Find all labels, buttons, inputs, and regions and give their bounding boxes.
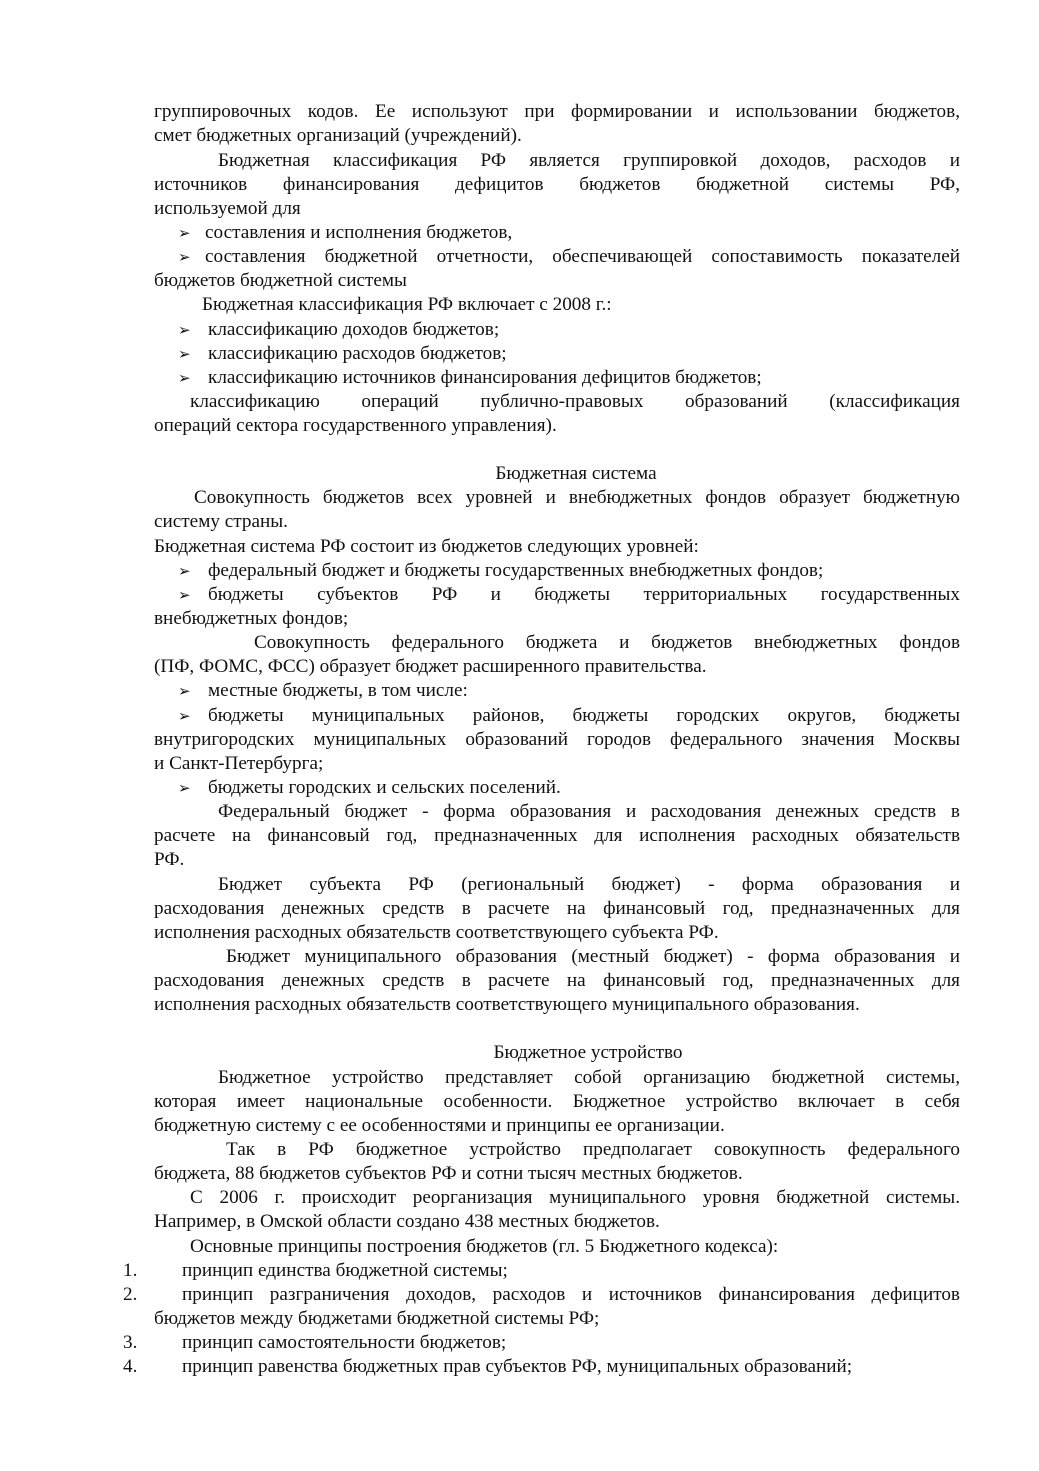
section-heading: Бюджетная система xyxy=(495,463,657,484)
paragraph-line: источников финансирования дефицитов бюджетов бюджетной системы РФ, xyxy=(154,174,960,195)
list-number: 3. xyxy=(123,1332,138,1353)
paragraph-line: классификацию операций публично-правовых образований (классификация xyxy=(190,391,960,412)
arrow-bullet-icon: ➢ xyxy=(178,345,191,363)
paragraph-line: и Санкт-Петербурга; xyxy=(154,753,324,774)
paragraph-line: С 2006 г. происходит реорганизация муниципального уровня бюджетной системы. xyxy=(190,1187,960,1208)
paragraph-line: Федеральный бюджет - форма образования и расходования денежных средств в xyxy=(218,801,960,822)
paragraph-line: Бюджетная классификация РФ включает с 2008 г.: xyxy=(202,294,612,315)
paragraph-line: смет бюджетных организаций (учреждений). xyxy=(154,125,522,146)
paragraph-line: исполнения расходных обязательств соответствующего субъекта РФ. xyxy=(154,922,719,943)
list-number: 1. xyxy=(123,1260,138,1281)
bullet-text: классификацию доходов бюджетов; xyxy=(208,319,500,340)
bullet-text: бюджеты муниципальных районов, бюджеты городских округов, бюджеты xyxy=(208,705,960,726)
paragraph-line: операций сектора государственного управления). xyxy=(154,415,557,436)
paragraph-line: бюджетную систему с ее особенностями и принципы ее организации. xyxy=(154,1115,725,1136)
paragraph-line: внутригородских муниципальных образований городов федерального значения Москвы xyxy=(154,729,960,750)
bullet-item xyxy=(178,679,960,703)
bullet-item xyxy=(178,342,960,366)
paragraph-line: (ПФ, ФОМС, ФСС) образует бюджет расширенного правительства. xyxy=(154,656,707,677)
paragraph-line: Бюджетная система РФ состоит из бюджетов следующих уровней: xyxy=(154,536,699,557)
list-number: 4. xyxy=(123,1356,138,1377)
bullet-text: классификацию расходов бюджетов; xyxy=(208,343,507,364)
arrow-bullet-icon: ➢ xyxy=(178,248,191,266)
paragraph-line: которая имеет национальные особенности. Бюджетное устройство включает в себя xyxy=(154,1091,960,1112)
bullet-item xyxy=(178,221,960,245)
paragraph-line: систему страны. xyxy=(154,511,288,532)
paragraph-line: группировочных кодов. Ее используют при формировании и использовании бюджетов, xyxy=(154,101,960,122)
paragraph-line: Основные принципы построения бюджетов (гл. 5 Бюджетного кодекса): xyxy=(190,1236,779,1257)
bullet-item xyxy=(178,776,960,800)
paragraph-line: Бюджетная классификация РФ является группировкой доходов, расходов и xyxy=(218,150,960,171)
bullet-text: составления бюджетной отчетности, обеспечивающей сопоставимость показателей xyxy=(205,246,960,267)
numbered-item-text: принцип самостоятельности бюджетов; xyxy=(182,1332,507,1353)
bullet-item xyxy=(178,559,960,583)
bullet-item xyxy=(178,583,960,607)
numbered-item-text: принцип единства бюджетной системы; xyxy=(182,1260,508,1281)
bullet-text: местные бюджеты, в том числе: xyxy=(208,680,468,701)
numbered-item-text: принцип равенства бюджетных прав субъектов РФ, муниципальных образований; xyxy=(182,1356,853,1377)
bullet-text: бюджеты субъектов РФ и бюджеты территориальных государственных xyxy=(208,584,960,605)
arrow-bullet-icon: ➢ xyxy=(178,369,191,387)
arrow-bullet-icon: ➢ xyxy=(178,682,191,700)
paragraph-line: Бюджет субъекта РФ (региональный бюджет) - форма образования и xyxy=(218,874,960,895)
arrow-bullet-icon: ➢ xyxy=(178,321,191,339)
paragraph-line: расчете на финансовый год, предназначенных для исполнения расходных обязательств xyxy=(154,825,960,846)
paragraph-line: Например, в Омской области создано 438 местных бюджетов. xyxy=(154,1211,660,1232)
bullet-text: федеральный бюджет и бюджеты государственных внебюджетных фондов; xyxy=(208,560,824,581)
paragraph-line: бюджетов бюджетной системы xyxy=(154,270,407,291)
section-heading: Бюджетное устройство xyxy=(493,1042,683,1063)
paragraph-line: бюджета, 88 бюджетов субъектов РФ и сотни тысяч местных бюджетов. xyxy=(154,1163,743,1184)
paragraph-line: Бюджетное устройство представляет собой организацию бюджетной системы, xyxy=(218,1067,960,1088)
bullet-item xyxy=(178,366,960,390)
paragraph-line: Бюджет муниципального образования (местный бюджет) - форма образования и xyxy=(226,946,960,967)
arrow-bullet-icon: ➢ xyxy=(178,779,191,797)
paragraph-line: Так в РФ бюджетное устройство предполагает совокупность федерального xyxy=(226,1139,960,1160)
arrow-bullet-icon: ➢ xyxy=(178,562,191,580)
bullet-item xyxy=(178,318,960,342)
paragraph-line: РФ. xyxy=(154,849,185,870)
arrow-bullet-icon: ➢ xyxy=(178,586,191,604)
bullet-item xyxy=(178,245,960,269)
bullet-text: бюджеты городских и сельских поселений. xyxy=(208,777,561,798)
bullet-text: классификацию источников финансирования дефицитов бюджетов; xyxy=(208,367,762,388)
paragraph-line: внебюджетных фондов; xyxy=(154,608,349,629)
bullet-text: составления и исполнения бюджетов, xyxy=(205,222,513,243)
list-number: 2. xyxy=(123,1284,138,1305)
arrow-bullet-icon: ➢ xyxy=(178,707,191,725)
bullet-item xyxy=(178,704,960,728)
paragraph-line: расходования денежных средств в расчете на финансовый год, предназначенных для xyxy=(154,970,960,991)
paragraph-line: расходования денежных средств в расчете на финансовый год, предназначенных для xyxy=(154,898,960,919)
paragraph-line: используемой для xyxy=(154,198,301,219)
arrow-bullet-icon: ➢ xyxy=(178,224,191,242)
paragraph-line: исполнения расходных обязательств соответствующего муниципального образования. xyxy=(154,994,860,1015)
paragraph-line: бюджетов между бюджетами бюджетной системы РФ; xyxy=(154,1308,600,1329)
paragraph-line: Совокупность бюджетов всех уровней и внебюджетных фондов образует бюджетную xyxy=(194,487,960,508)
paragraph-line: Совокупность федерального бюджета и бюджетов внебюджетных фондов xyxy=(254,632,960,653)
numbered-item-text: принцип разграничения доходов, расходов и источников финансирования дефицитов xyxy=(182,1284,960,1305)
